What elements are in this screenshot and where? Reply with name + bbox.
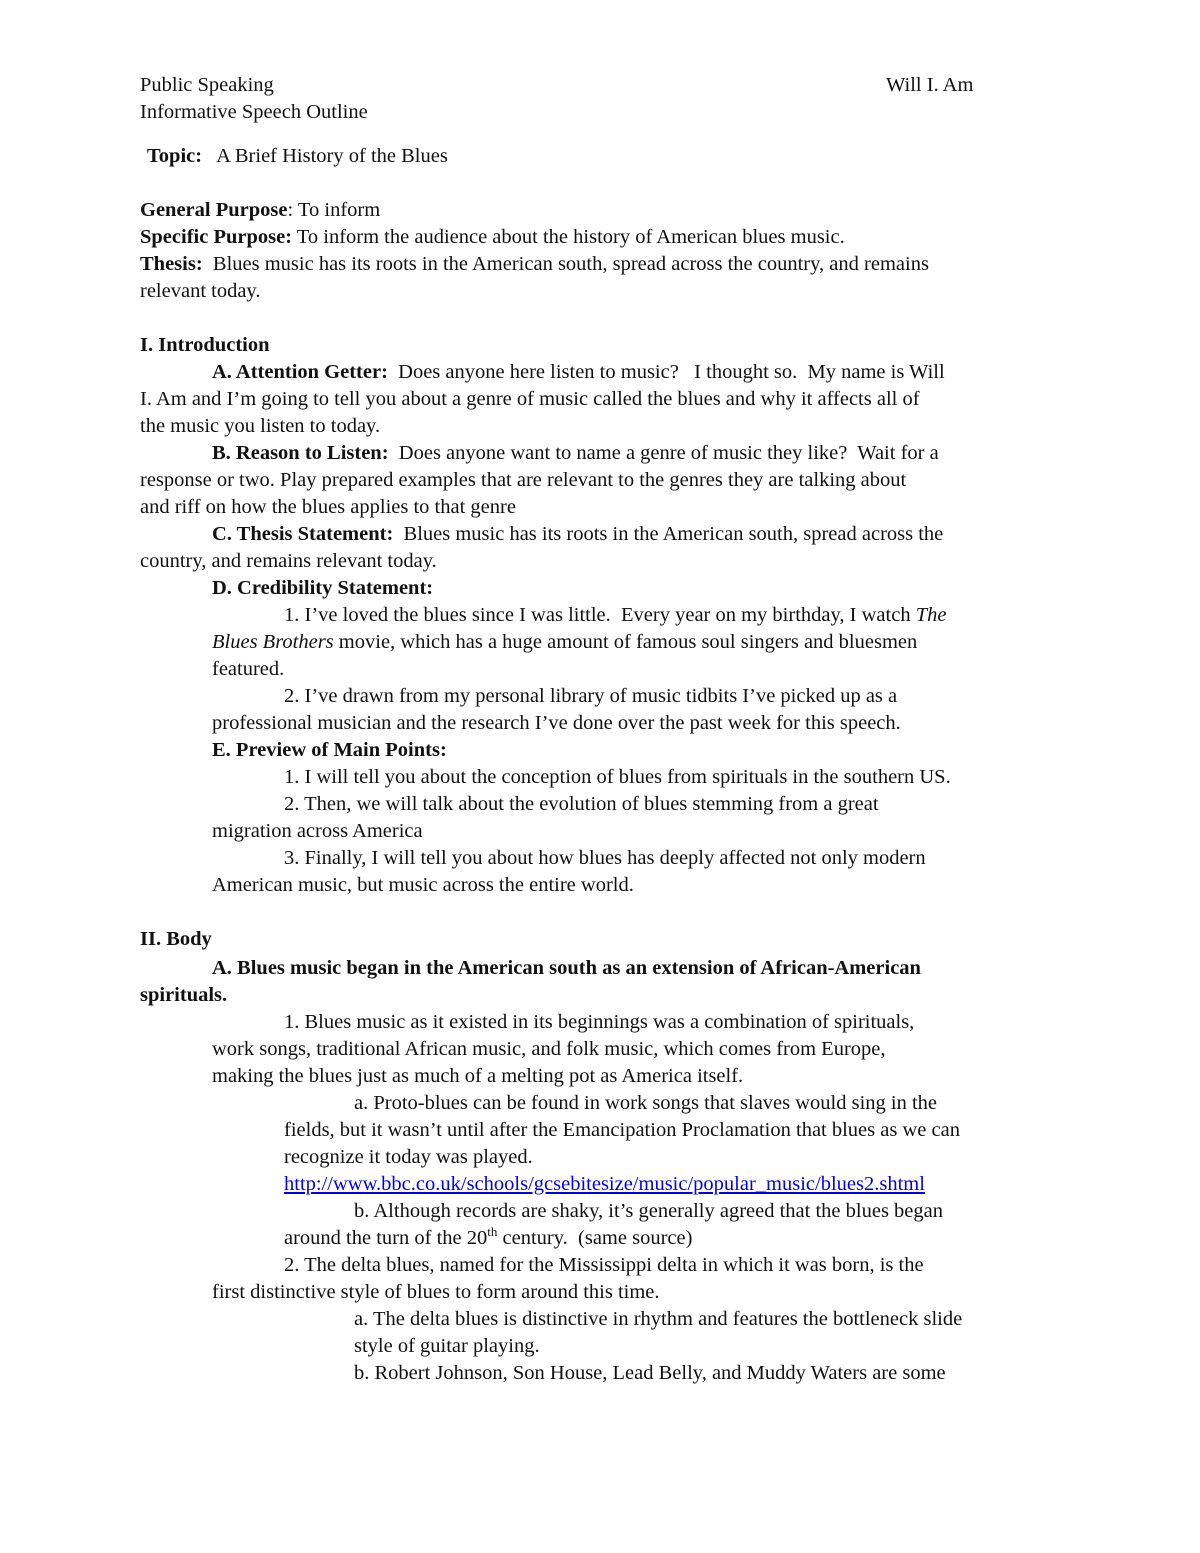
source-link[interactable]: http://www.bbc.co.uk/schools/gcsebitesize/music/popular_music/blues2.shtml <box>284 1173 925 1195</box>
thesis-continued: relevant today. <box>140 280 261 302</box>
movie-title-part1: The <box>915 604 947 626</box>
reason-to-listen-line3: and riff on how the blues applies to that genre <box>140 496 516 518</box>
reason-to-listen: B. Reason to Listen: Does anyone want to name a genre of music they like? Wait for a <box>212 442 939 464</box>
reason-to-listen-line2: response or two. Play prepared examples that are relevant to the genres they are talking about <box>140 469 907 491</box>
subpoint-1a-line3: recognize it today was played. <box>284 1146 533 1168</box>
source-link-line <box>284 1171 925 1198</box>
preview-point-3-line2: American music, but music across the entire world. <box>212 874 634 896</box>
document-type: Informative Speech Outline <box>140 101 368 123</box>
subpoint-2b: b. Robert Johnson, Son House, Lead Belly, and Muddy Waters are some <box>354 1362 946 1384</box>
subpoint-2a: a. The delta blues is distinctive in rhythm and features the bottleneck slide <box>354 1308 963 1330</box>
credibility-point-2-line2: professional musician and the research I’ve done over the past week for this speech. <box>212 712 901 734</box>
credibility-point-1-line2: Blues Brothers movie, which has a huge amount of famous soul singers and bluesmen <box>212 631 918 653</box>
attention-getter-line2: I. Am and I’m going to tell you about a genre of music called the blues and why it affects all of <box>140 388 920 410</box>
topic-line <box>147 143 448 170</box>
course-name: Public Speaking <box>140 74 274 96</box>
subpoint-1-line2: work songs, traditional African music, and folk music, which comes from Europe, <box>212 1038 886 1060</box>
subpoint-2-line2: first distinctive style of blues to form around this time. <box>212 1281 660 1303</box>
subpoint-1a-line2: fields, but it wasn’t until after the Emancipation Proclamation that blues as we can <box>284 1119 960 1141</box>
subpoint-2: 2. The delta blues, named for the Mississippi delta in which it was born, is the <box>284 1254 924 1276</box>
topic-label: Topic: <box>147 145 203 167</box>
introduction-heading: I. Introduction <box>140 334 270 356</box>
credibility-point-1: 1. I’ve loved the blues since I was little. Every year on my birthday, I watch The <box>284 604 947 626</box>
preview-point-2: 2. Then, we will talk about the evolution of blues stemming from a great <box>284 793 879 815</box>
preview-label: E. Preview of Main Points: <box>212 739 447 761</box>
topic-value: A Brief History of the Blues <box>216 145 448 167</box>
attention-getter-line3: the music you listen to today. <box>140 415 381 437</box>
subpoint-2a-line2: style of guitar playing. <box>354 1335 540 1357</box>
main-point-a-line2: spirituals. <box>140 984 228 1006</box>
preview-point-2-line2: migration across America <box>212 820 423 842</box>
credibility-point-1-line3: featured. <box>212 658 285 680</box>
thesis-statement-line2: country, and remains relevant today. <box>140 550 437 572</box>
thesis-statement: C. Thesis Statement: Blues music has its roots in the American south, spread across the <box>212 523 944 545</box>
credibility-point-2: 2. I’ve drawn from my personal library of music tidbits I’ve picked up as a <box>284 685 898 707</box>
preview-point-3: 3. Finally, I will tell you about how blues has deeply affected not only modern <box>284 847 926 869</box>
body-heading: II. Body <box>140 928 212 950</box>
credibility-statement-label: D. Credibility Statement: <box>212 577 434 599</box>
attention-getter: A. Attention Getter: Does anyone here listen to music? I thought so. My name is Will <box>212 361 945 383</box>
general-purpose: General Purpose: To inform <box>140 199 381 221</box>
thesis: Thesis: Blues music has its roots in the American south, spread across the country, and remains <box>140 253 929 275</box>
subpoint-1a: a. Proto-blues can be found in work songs that slaves would sing in the <box>354 1092 938 1114</box>
subpoint-1: 1. Blues music as it existed in its beginnings was a combination of spirituals, <box>284 1011 915 1033</box>
movie-title-part2: Blues Brothers <box>212 631 334 653</box>
subpoint-1b-line2: around the turn of the 20th century. (same source) <box>284 1224 693 1249</box>
preview-point-1: 1. I will tell you about the conception of blues from spirituals in the southern US. <box>284 766 951 788</box>
subpoint-1b: b. Although records are shaky, it’s generally agreed that the blues began <box>354 1200 943 1222</box>
specific-purpose: Specific Purpose: To inform the audience about the history of American blues music. <box>140 226 845 248</box>
subpoint-1-line3: making the blues just as much of a melting pot as America itself. <box>212 1065 744 1087</box>
author-name: Will I. Am <box>886 74 974 96</box>
main-point-a: A. Blues music began in the American south as an extension of African-American <box>212 957 921 979</box>
